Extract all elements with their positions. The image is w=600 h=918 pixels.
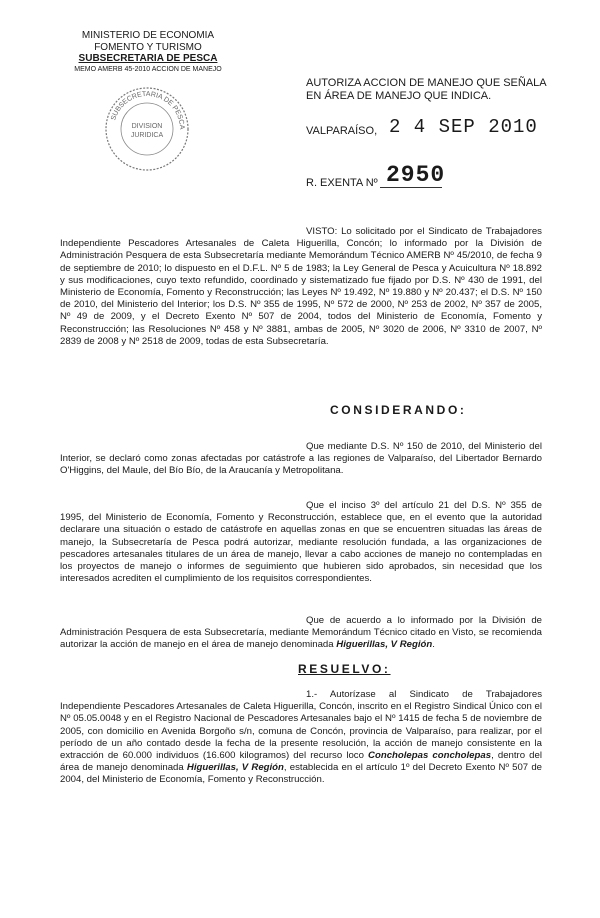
considerando-paragraph-3: [60, 615, 542, 652]
visto-keyword: VISTO:: [306, 226, 338, 237]
area-name-2: Higuerillas, V Región: [186, 762, 284, 774]
considerando-paragraph-1: Que mediante D.S. Nº 150 de 2010, del Ministerio del Interior, se declaró como zonas afectadas por catástrofe a las regiones de Valparaíso, del Libertador Bernardo O'Higgins, del Maule, del Bío Bío, de la Araucanía y Metropolitana.: [60, 441, 542, 477]
resolution-label: R. EXENTA Nº: [306, 177, 378, 189]
memo-reference: MEMO AMERB 45-2010 ACCION DE MANEJO: [74, 65, 222, 73]
ministry-subtitle: FOMENTO Y TURISMO: [94, 41, 202, 53]
resuelvo-p1-text-a: 1.- Autorízase al Sindicato de Trabajadores Independiente Pescadores Artesanales de Caleta Higuerilla, Concón, inscrito en el Registro Sindical Único con el Nº 05.05.0048 y en el Registro Nacional de Pescadores Artesanales bajo el Nº 1415 de fecha 5 de noviembre de 2005, con domicilio en Avenida Borgoño s/n, comuna de Concón, provincia de Valparaíso, para realizar, por el período de un año contado desde la fecha de la presente resolución, la acción de manejo consistente en la extracción de 60.000 individuos (16.600 kilogramos) del recurso loco: [60, 689, 542, 762]
document-subject: [306, 77, 576, 103]
stamp-inner-line2: JURIDICA: [130, 132, 164, 139]
considerando-heading: CONSIDERANDO:: [330, 403, 467, 417]
letterhead: [58, 30, 238, 74]
resuelvo-paragraph-1: [60, 689, 542, 787]
visto-text: Lo solicitado por el Sindicato de Trabajadores Independiente Pescadores Artesanales de Caleta Higuerilla, Concón; lo informado por la División de Administración Pesquera de esta Subsecretaría mediante Memorándum Técnico AMERB Nº 45/2010, de fecha 9 de septiembre de 2010; lo dispuesto en el D.F.L. Nº 5 de 1983; la Ley General de Pesca y Acuicultura Nº 18.892 y sus modificaciones, cuyo texto refundido, coordinado y sistematizado fue fijado por D.S. Nº 430 de 1991, del Ministerio de Economía, Fomento y Reconstrucción; las Leyes Nº 19.492, Nº 19.880 y Nº 20.437; el D.S. Nº 150 de 2010, del Ministerio del Interior; los D.S. Nº 355 de 1995, Nº 572 de 2000, Nº 253 de 2002, Nº 357 de 2005, Nº 49 de 2009, y el Decreto Exento Nº 507 de 2004, todos del Ministerio de Economía, Fomento y Reconstrucción; las Resoluciones Nº 458 y Nº 3881, ambas de 2005, Nº 3020 de 2006, Nº 3310 de 2007, Nº 2839 de 2008 y Nº 2518 de 2009, todas de esta Subsecretaría.: [60, 226, 542, 347]
resuelvo-heading: RESUELVO:: [298, 662, 391, 676]
ministry-name: MINISTERIO DE ECONOMIA: [81, 30, 215, 41]
considerando-paragraph-2: Que el inciso 3º del artículo 21 del D.S. Nº 355 de 1995, del Ministerio de Economía, Fomento y Reconstrucción, establece que, en el evento que la autoridad declarare una situación o estado de catástrofe en aquellas zonas en que se encuentren situadas las áreas de manejo, la Subsecretaría de Pesca podrá autorizar, mediante resolución fundada, a las organizaciones de pescadores artesanales titulares de un área de manejo, llevar a cabo acciones de manejo no contempladas en los proyectos de manejo o informes de seguimiento que hubieren sido aprobados, sin necesidad que los interesados acrediten el cumplimiento de los requisitos correspondientes.: [60, 500, 542, 585]
place-label: VALPARAÍSO,: [306, 125, 378, 137]
area-name: Higuerillas, V Región: [336, 639, 433, 651]
subsecretaria-name: SUBSECRETARIA DE PESCA: [78, 53, 218, 64]
considerando-p3-text: Que de acuerdo a lo informado por la División de Administración Pesquera de esta Subsecretaría, mediante Memorándum Técnico citado en Visto, se recomienda autorizar la acción de manejo en el área de manejo denominada: [60, 615, 542, 651]
resuelvo-p1-text-c: , establecida en el artículo 1º del Decreto Exento Nº 507 de 2004, del Ministerio de Economía, Fomento y Reconstrucción.: [60, 762, 542, 786]
stamp-ring-text: SUBSECRETARIA DE PESCA: [110, 90, 186, 130]
subject-line-1: AUTORIZA ACCION DE MANEJO QUE SEÑALA: [306, 77, 547, 89]
resuelvo-p1-text-b: , dentro del área de manejo denominada: [60, 750, 542, 774]
visto-paragraph: [60, 226, 542, 348]
official-stamp: [104, 86, 190, 172]
date-stamp: 2 4 SEP 2010: [389, 116, 538, 138]
subject-line-2: EN ÁREA DE MANEJO QUE INDICA.: [306, 90, 492, 102]
considerando-p3-end: .: [432, 639, 435, 651]
resolution-number: 2950: [386, 162, 446, 188]
species-name: Concholepas concholepas: [368, 750, 492, 762]
stamp-inner-line1: DIVISION: [131, 123, 163, 130]
